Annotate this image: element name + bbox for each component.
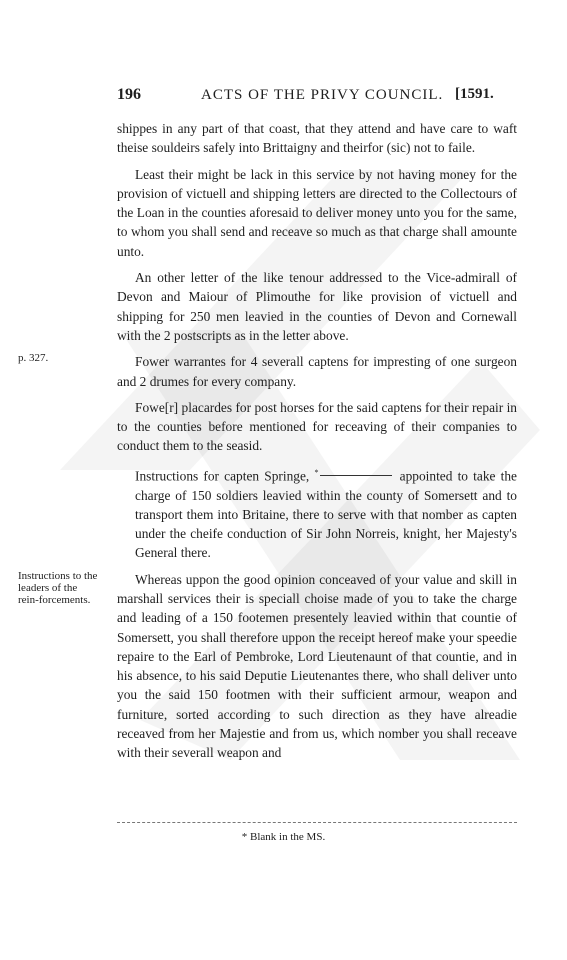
instructions-text-start: Instructions for capten Springe,: [135, 468, 310, 484]
paragraph-shippes: shippes in any part of that coast, that they attend and have care to waft theise souldeirs safely into Brittaigny and theirfor (sic) not to faile.: [117, 121, 517, 156]
footnote-divider: [117, 822, 517, 823]
paragraph-whereas-block: [18, 569, 517, 763]
running-title: ACTS OF THE PRIVY COUNCIL.: [201, 87, 444, 103]
running-year: [1591.: [455, 86, 494, 102]
paragraph-placardes: Fowe[r] placardes for post horses for the said captens for their repair in to the counties before mentioned for receaving of their companies to conduct them to the seasid.: [117, 399, 517, 454]
footnote: * Blank in the MS.: [241, 831, 326, 843]
margin-page-ref: p. 327.: [18, 352, 49, 365]
running-header: [117, 86, 517, 110]
footnote-marker: *: [314, 467, 319, 477]
paragraph-warrantes-block: [18, 352, 517, 391]
document-body: [18, 119, 517, 770]
page-number: 196: [117, 86, 141, 103]
blank-line: [320, 475, 392, 476]
margin-note-instructions: Instructions to the leaders of the rein-forcements.: [18, 569, 98, 606]
instructions-text-end: appointed to take the charge of 150 soldiers leavied within the county of Somersett and to transport them into Britaine, there to serve with that nomber as capten under the cheife conduction of Sir John Norreis, knight, her Majesty's General there.: [135, 468, 517, 561]
paragraph-other-letter: An other letter of the like tenour addressed to the Vice-admirall of Devon and Maiour of Plimouthe for like provision of victuell and shipping for 250 men leavied in the counties of Devon and Cornewall with the 2 postscripts as in the letter above.: [117, 270, 517, 343]
paragraph-money: Least their might be lack in this service by not having money for the provision of victuell and shipping letters are directed to the Collectours of the Loan in the counties aforesaid to deliver money unto you for the same, to whom you shall send and receave so much as that charge shall amounte unto.: [117, 166, 517, 259]
paragraph-whereas: Whereas uppon the good opinion conceaved of your value and skill in marshall services their is speciall choise made of you to take the charge and leading of a 150 footemen presentely leavied within that countie of Somersett, you shall therefore uppon the receipt hereof make your speedie repaire to the Earl of Pembroke, Lord Lieutenaunt of that countie, and in his absence, to his said Deputie Lieutenantes there, who shall deliver unto you the said 150 footmen with their sufficient armour, weapon and furniture, sorted according to such direction as they have alreadie receaved from her Majestie and from us, which nomber you shall receave with their severall weapon and: [117, 571, 517, 761]
paragraph-instructions-heading: [117, 463, 517, 563]
paragraph-warrantes: Fower warrantes for 4 severall captens for impresting of one surgeon and 2 drumes for every company.: [117, 354, 517, 389]
